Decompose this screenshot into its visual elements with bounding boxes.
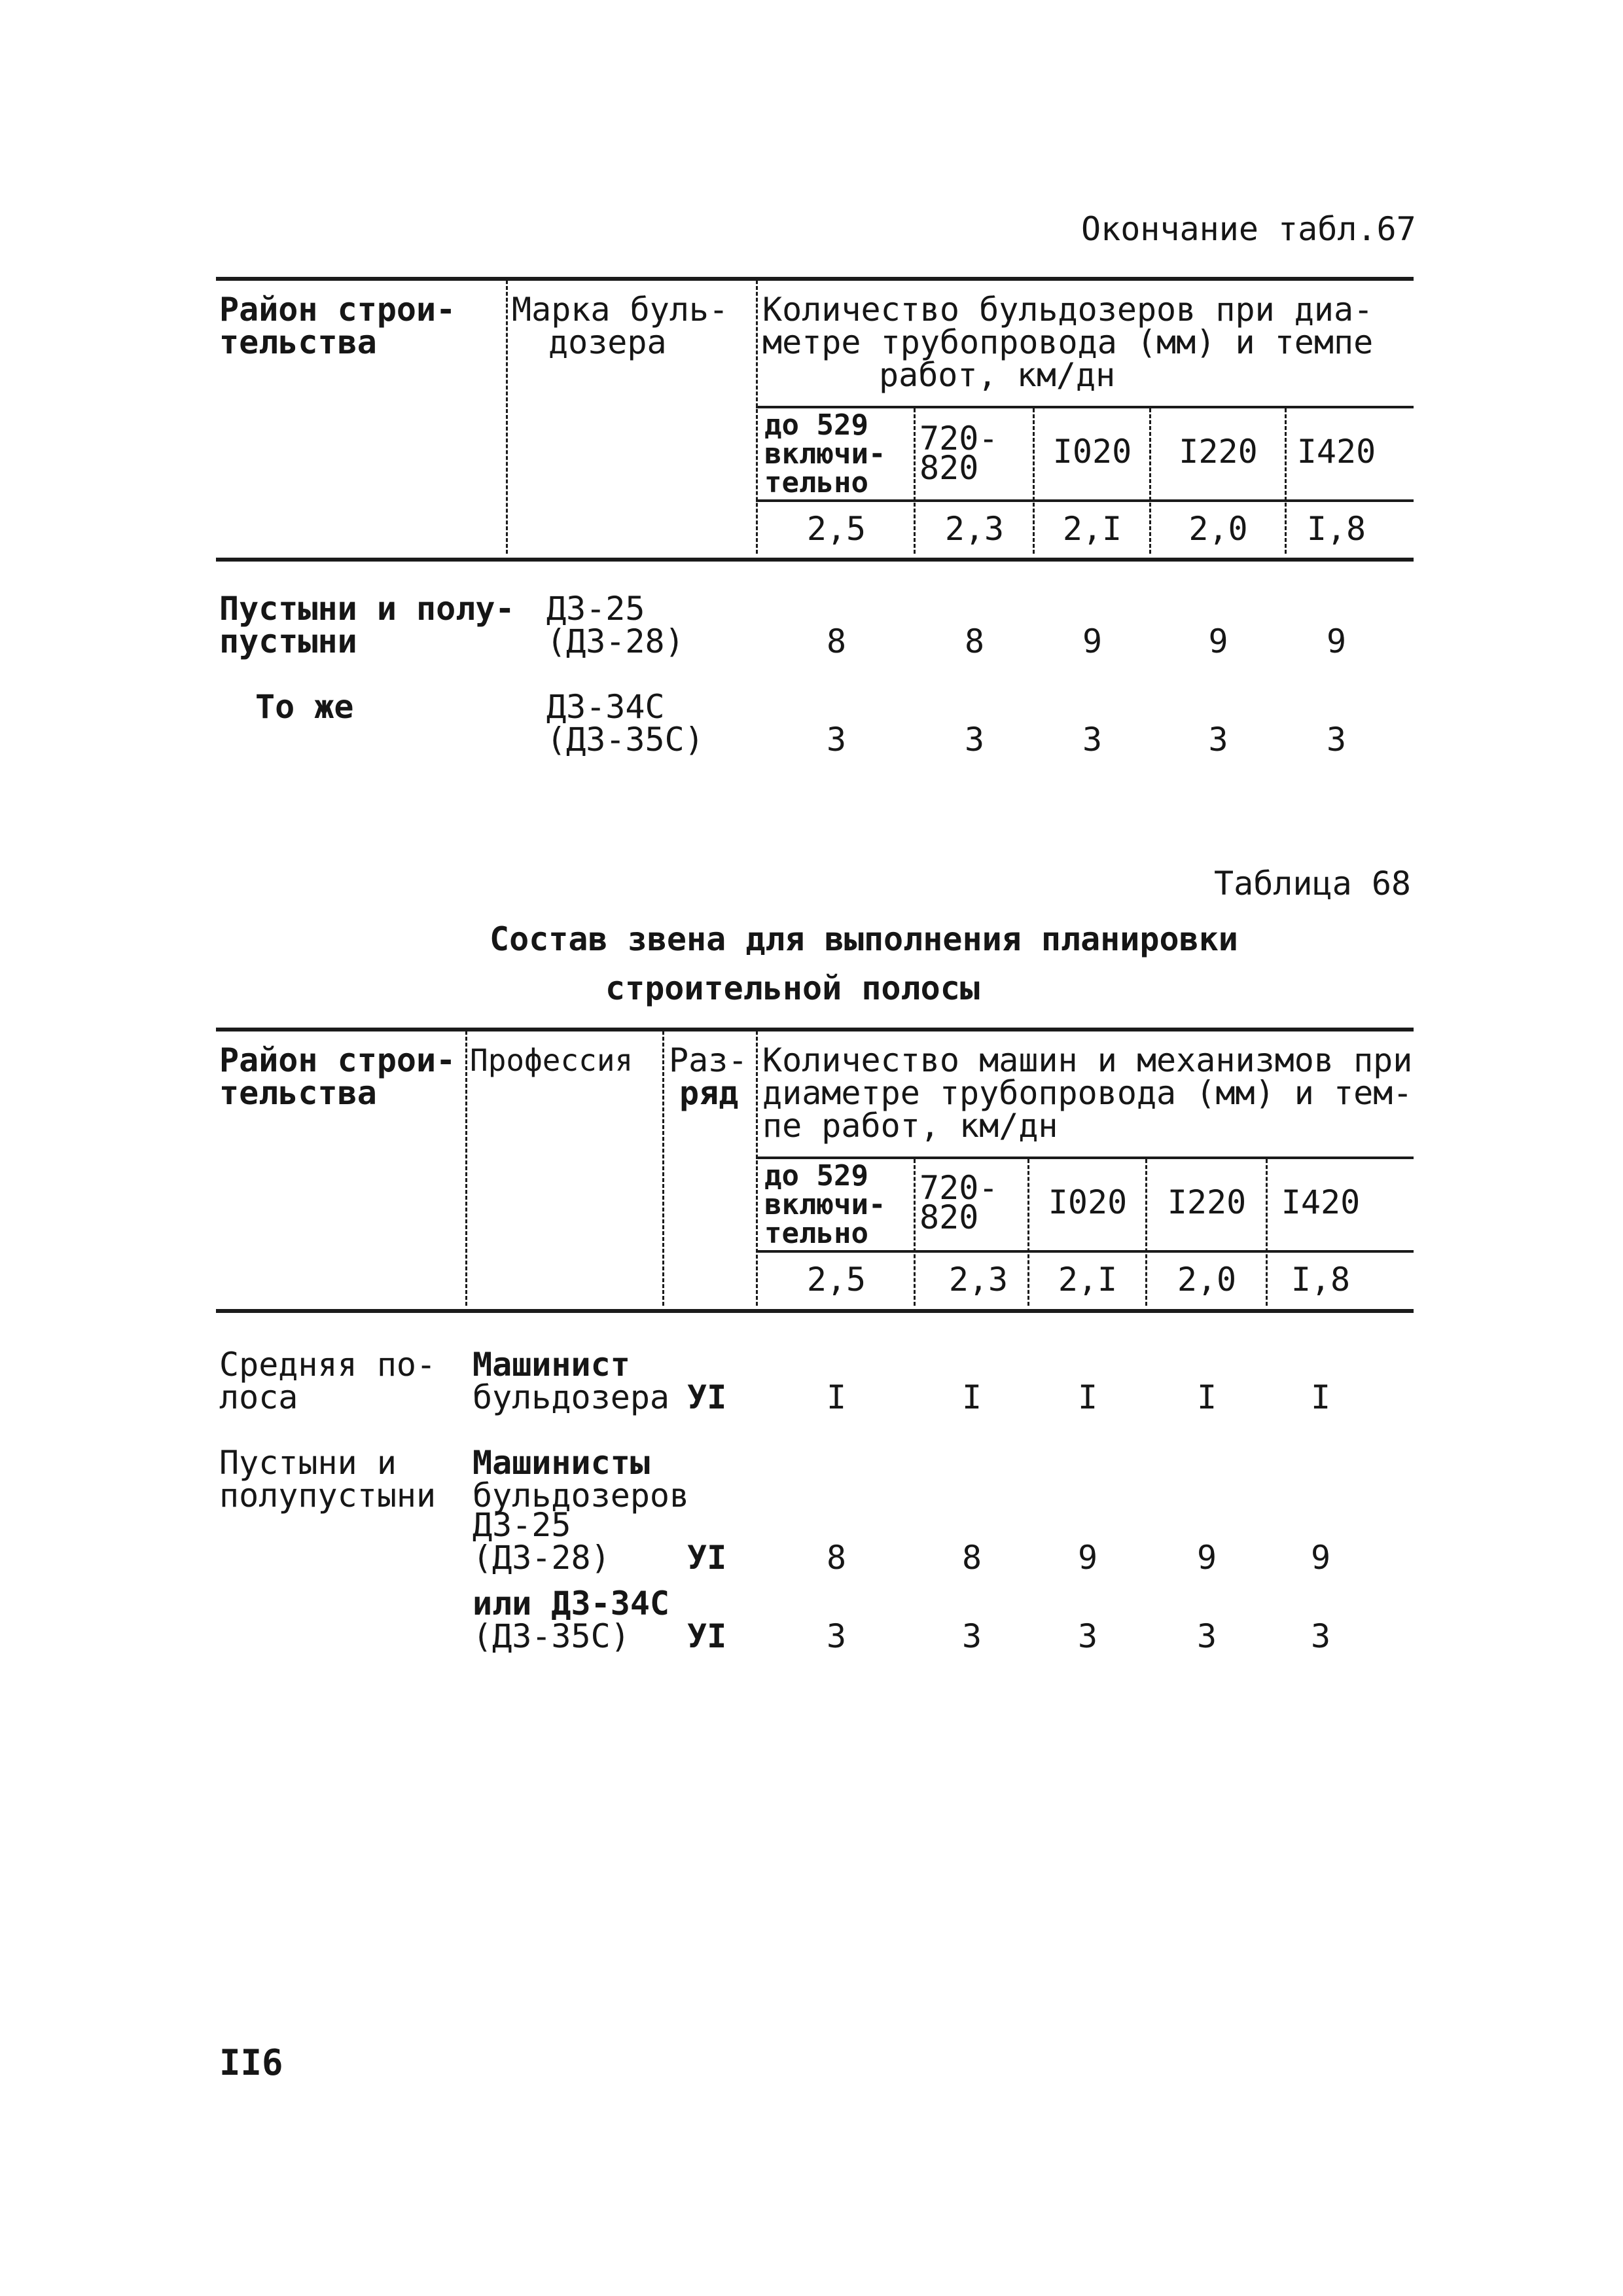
table67-cell: 8 xyxy=(964,622,985,660)
table67-col-divider xyxy=(756,280,758,554)
table68-cell: 3 xyxy=(1077,1617,1098,1655)
table68-cell: 8 xyxy=(826,1539,847,1577)
table67-row-region: То же xyxy=(255,688,354,726)
table68-row-region: Пустыни и xyxy=(219,1444,397,1482)
table67-cell: 9 xyxy=(1326,622,1347,660)
table68-cell: 3 xyxy=(961,1617,982,1655)
table68-cell: I xyxy=(1196,1378,1217,1416)
table68-row-region: Средняя по- xyxy=(219,1346,437,1384)
table68-row-profession: (ДЗ-35С) xyxy=(473,1617,630,1655)
table67-cell: 9 xyxy=(1082,622,1103,660)
table68-cell: I xyxy=(961,1378,982,1416)
table68-diameter-1: до 529 xyxy=(764,1159,868,1193)
table68-cell: I xyxy=(1310,1378,1331,1416)
table68-rate: 2,0 xyxy=(1177,1261,1237,1299)
table67-diameter-divider xyxy=(914,408,916,554)
table67-cell: 3 xyxy=(1208,721,1228,759)
table68-cell: 3 xyxy=(1196,1617,1217,1655)
table68-header-grade: ряд xyxy=(679,1074,739,1112)
table68-top-rule xyxy=(216,1028,1414,1031)
table68-row-profession: Машинист xyxy=(473,1346,630,1384)
table67-header-quantity: Количество бульдозеров при диа- xyxy=(762,291,1374,329)
table67-diameter-divider xyxy=(1149,408,1151,554)
table67-diameter-1: до 529 xyxy=(764,408,868,442)
table67-diameter-divider xyxy=(1033,408,1035,554)
table68-header-region: Район строи- xyxy=(219,1041,456,1079)
table67-diameter-2: 820 xyxy=(919,449,979,487)
table67-rate: 2,3 xyxy=(944,510,1005,548)
table68-cell: 3 xyxy=(1310,1617,1331,1655)
table67-rate: I,8 xyxy=(1306,510,1366,548)
table68-rate-rule xyxy=(756,1250,1414,1253)
table68-cell: 9 xyxy=(1077,1539,1098,1577)
table67-rate-rule xyxy=(756,499,1414,502)
table67-cell: 3 xyxy=(826,721,847,759)
table67-top-rule xyxy=(216,277,1414,281)
table68-diameter-2: 720- xyxy=(919,1169,999,1207)
table67-header-brand: дозера xyxy=(548,323,667,361)
table68-rate: I,8 xyxy=(1291,1261,1351,1299)
table68-diameter-divider xyxy=(1266,1159,1268,1306)
table68-header-quantity: диаметре трубопровода (мм) и тем- xyxy=(762,1074,1413,1112)
table68-diameter-divider xyxy=(914,1159,916,1306)
table67-row-brand: ДЗ-25 xyxy=(546,590,645,628)
table68-row-grade: УI xyxy=(687,1539,727,1577)
table67-cell: 8 xyxy=(826,622,847,660)
table68-diameter-1: тельно xyxy=(764,1217,868,1250)
table67-diameter-3: I020 xyxy=(1052,433,1132,471)
table68-col-divider xyxy=(465,1031,467,1306)
table67-row-brand: (ДЗ-35С) xyxy=(546,721,704,759)
table68-rate: 2,I xyxy=(1058,1261,1118,1299)
table68-row-region: лоса xyxy=(219,1378,298,1416)
table67-col-divider xyxy=(506,280,508,554)
table67-diameter-5: I420 xyxy=(1296,433,1376,471)
table67-diameter-4: I220 xyxy=(1179,433,1258,471)
table67-row-brand: ДЗ-34С xyxy=(546,688,665,726)
table68-title: Состав звена для выполнения планировки xyxy=(490,920,1238,958)
table68-rate: 2,5 xyxy=(806,1261,866,1299)
table68-rate: 2,3 xyxy=(948,1261,1008,1299)
table68-row-profession: бульдозера xyxy=(473,1378,670,1416)
table67-header-region: Район строи- xyxy=(219,291,456,329)
table68-cell: 9 xyxy=(1310,1539,1331,1577)
page-number: II6 xyxy=(219,2042,283,2083)
table68-label: Таблица 68 xyxy=(1214,865,1412,903)
table67-header-bottom-rule xyxy=(216,558,1414,562)
table67-cell: 3 xyxy=(964,721,985,759)
table68-row-profession: или ДЗ-34С xyxy=(473,1585,670,1623)
table67-header-region: тельства xyxy=(219,323,377,361)
table67-rate: 2,0 xyxy=(1188,510,1248,548)
table67-diameter-1: тельно xyxy=(764,466,868,499)
table67-diameter-1: включи- xyxy=(764,437,886,471)
table68-col-divider xyxy=(756,1031,758,1306)
table67-header-brand: Марка буль- xyxy=(512,291,729,329)
table68-header-quantity: Количество машин и механизмов при xyxy=(762,1041,1413,1079)
table68-header-region: тельства xyxy=(219,1074,377,1112)
table67-row-region: пустыни xyxy=(219,622,357,660)
table68-cell: I xyxy=(826,1378,847,1416)
table67-cell: 3 xyxy=(1082,721,1103,759)
table67-header-quantity: метре трубопровода (мм) и темпе xyxy=(762,323,1374,361)
table68-diameter-3: I020 xyxy=(1048,1183,1128,1221)
table68-cell: 9 xyxy=(1196,1539,1217,1577)
table67-header-quantity: работ, км/дн xyxy=(879,356,1116,394)
table68-col-divider xyxy=(662,1031,664,1306)
table68-diameter-divider xyxy=(1027,1159,1029,1306)
table68-row-profession: (ДЗ-28) xyxy=(473,1539,611,1577)
table68-diameter-4: I220 xyxy=(1167,1183,1247,1221)
table68-diameter-1: включи- xyxy=(764,1188,886,1221)
table68-header-profession: Профессия xyxy=(470,1043,633,1078)
table68-diameter-divider xyxy=(1145,1159,1147,1306)
table67-rate: 2,5 xyxy=(806,510,866,548)
table68-row-profession: Машинисты xyxy=(473,1444,650,1482)
table67-cell: 3 xyxy=(1326,721,1347,759)
table67-rate: 2,I xyxy=(1062,510,1122,548)
table67-diameter-2: 720- xyxy=(919,420,999,457)
table68-diameter-5: I420 xyxy=(1281,1183,1361,1221)
table68-title: строительной полосы xyxy=(605,969,980,1007)
table68-cell: 8 xyxy=(961,1539,982,1577)
table68-cell: I xyxy=(1077,1378,1098,1416)
table68-diameter-2: 820 xyxy=(919,1198,979,1236)
table67-row-brand: (ДЗ-28) xyxy=(546,622,685,660)
table68-row-region: полупустыни xyxy=(219,1477,437,1515)
table68-header-bottom-rule xyxy=(216,1309,1414,1313)
table68-header-grade: Раз- xyxy=(669,1041,748,1079)
table68-cell: 3 xyxy=(826,1617,847,1655)
table67-row-region: Пустыни и полу- xyxy=(219,590,515,628)
table68-row-profession: ДЗ-25 xyxy=(473,1506,571,1544)
table67-continuation-label: Окончание табл.67 xyxy=(1081,210,1416,248)
table67-diameter-divider xyxy=(1285,408,1287,554)
table68-row-grade: УI xyxy=(687,1378,727,1416)
table68-row-profession: бульдозеров xyxy=(473,1477,690,1515)
table67-cell: 9 xyxy=(1208,622,1228,660)
table68-row-grade: УI xyxy=(687,1617,727,1655)
table68-header-quantity: пе работ, км/дн xyxy=(762,1107,1058,1145)
